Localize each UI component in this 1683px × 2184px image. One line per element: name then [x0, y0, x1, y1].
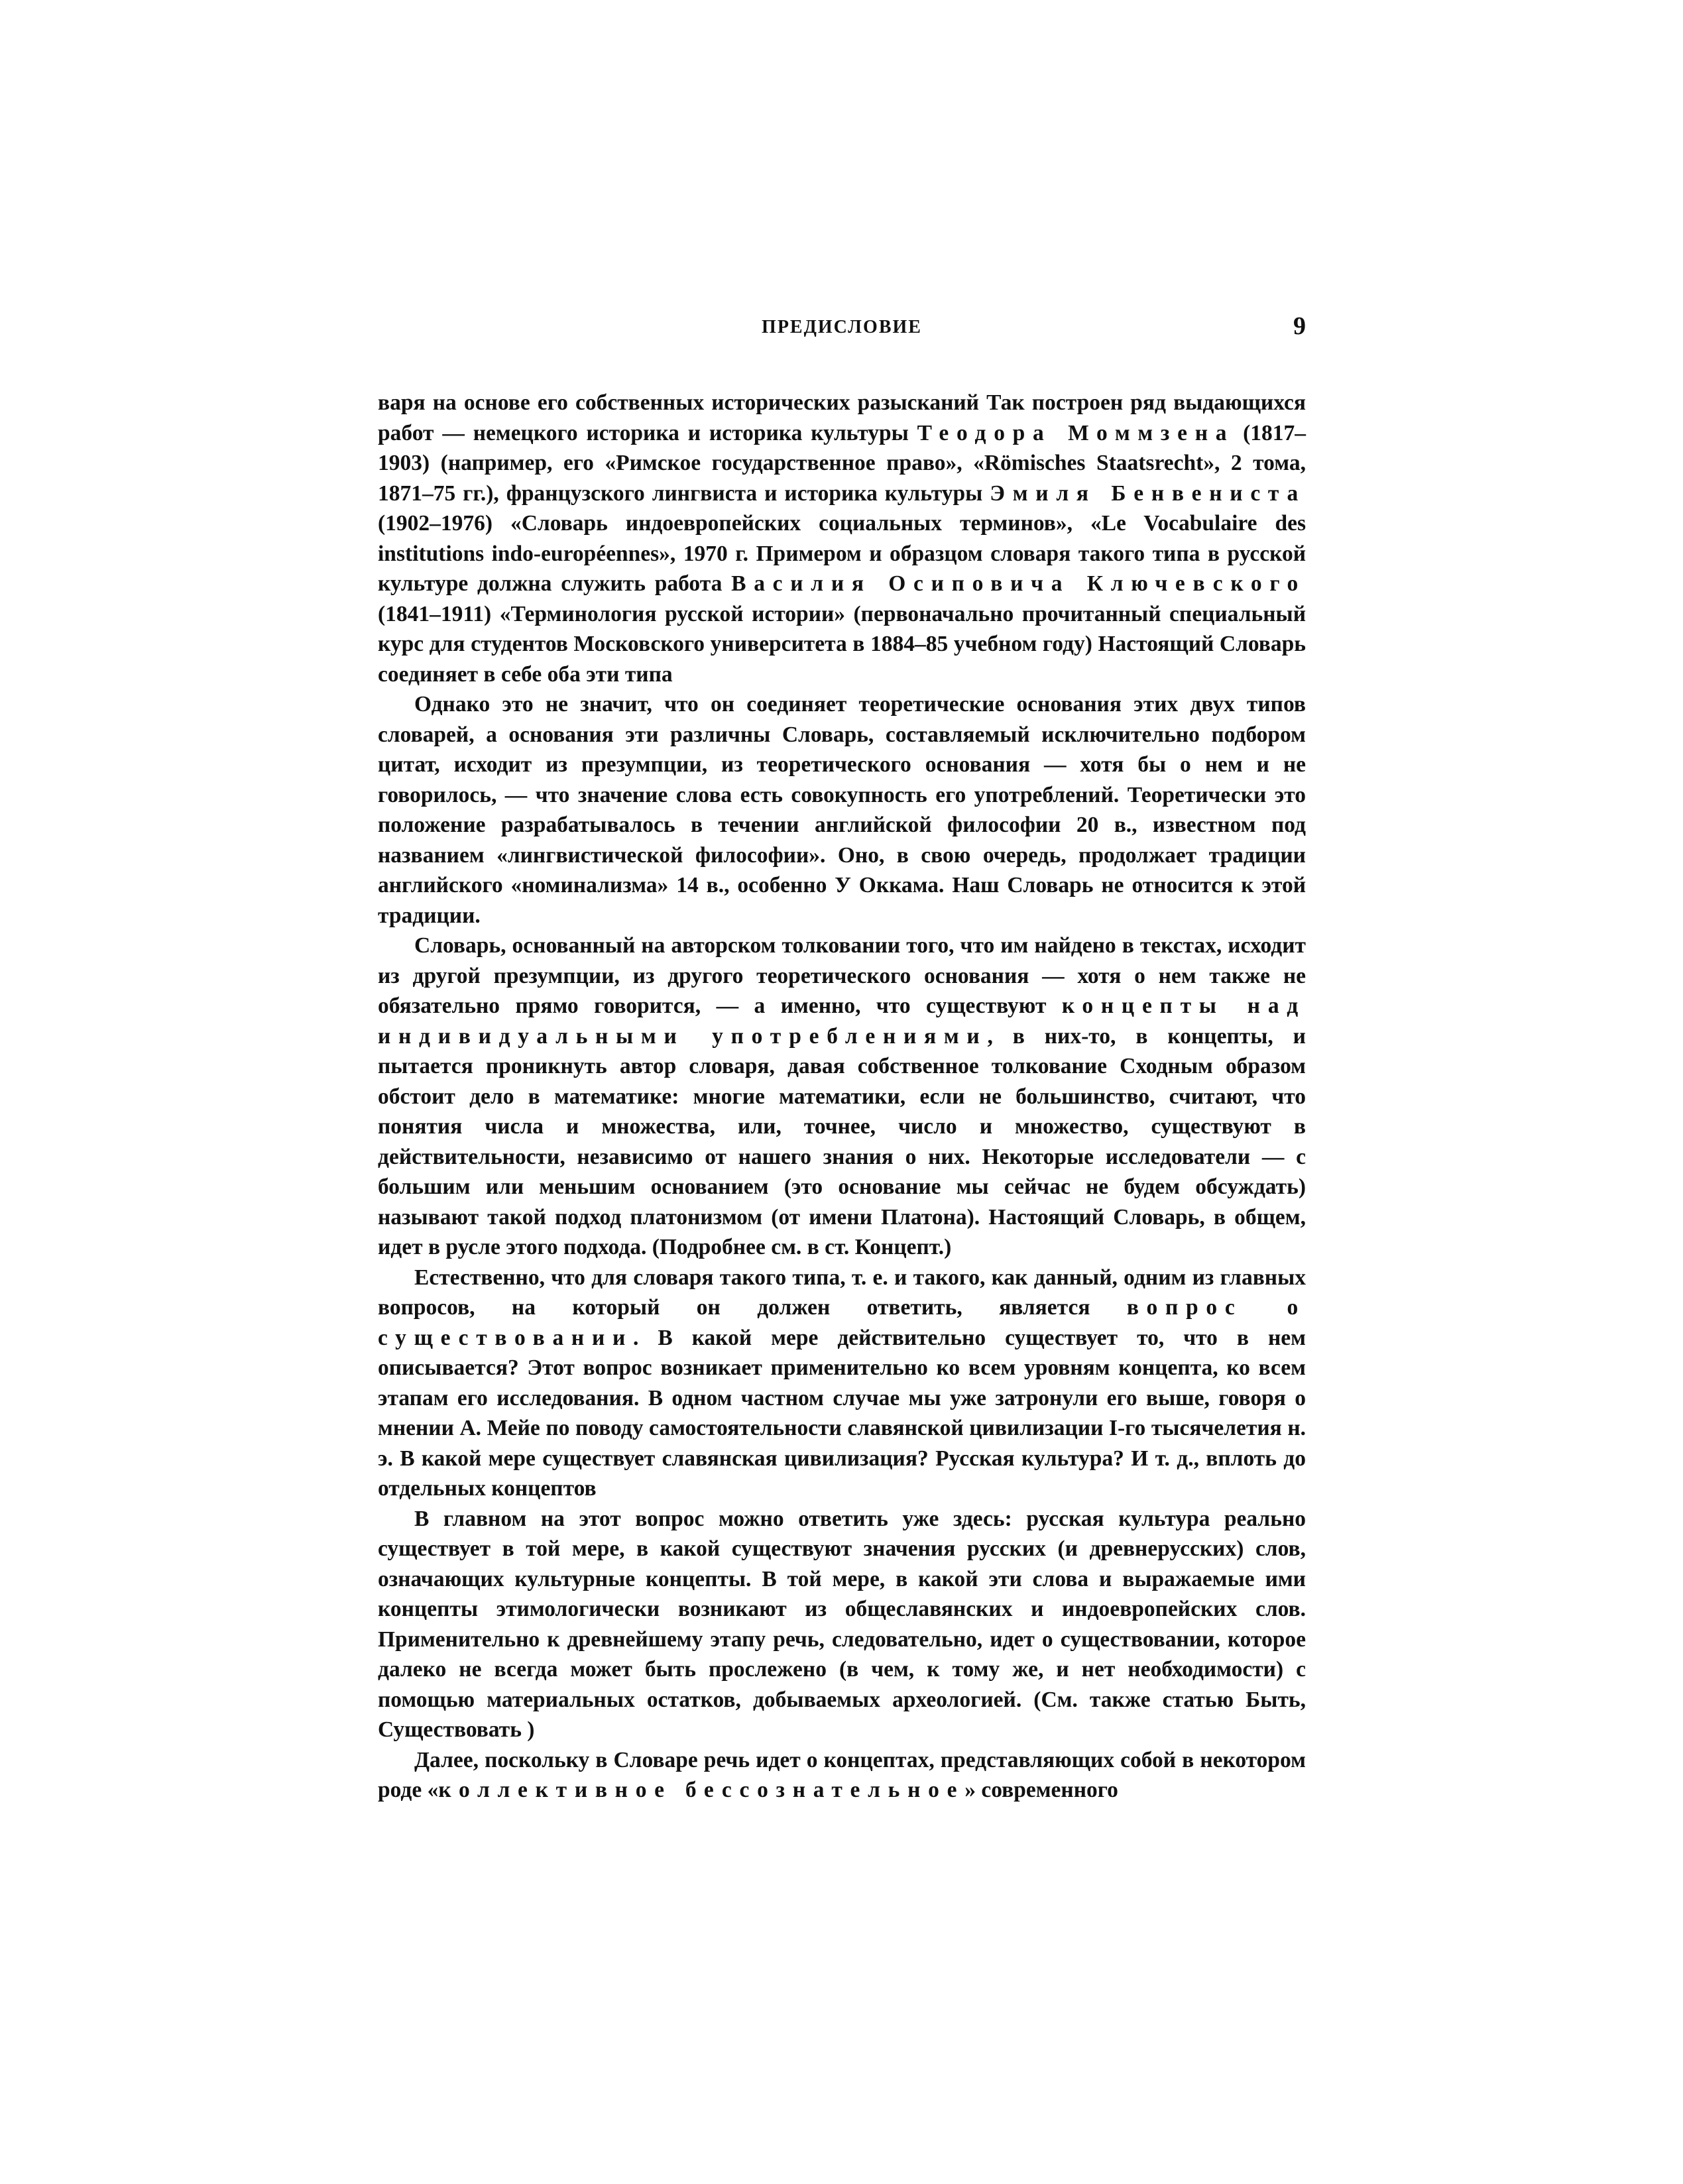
paragraph-1-text-3: (1902–1976) «Словарь индоевропейских социальных терминов», «Le Vocabulaire des institutions indo-européennes», 1970 г. Примером и образцом словаря такого типа в русской культуре должна служить работа — [378, 511, 1306, 596]
paragraph-4-text-1: Естественно, что для словаря такого типа, т. е. и такого, как данный, одним из главных вопросов, на который он должен ответить, является — [378, 1265, 1306, 1320]
paragraph-1 — [378, 388, 1306, 689]
paragraph-3-spaced-phrase: концепты над индивидуальными употреблениями — [378, 994, 1306, 1049]
paragraph-5: В главном на этот вопрос можно ответить уже здесь: русская культура реально существует в той мере, в какой существуют значения русских (и древнерусских) слов, означающих культурные концепты. В той мере, в какой эти слова и выражаемые ими концепты этимологически возникают из общеславянских и индоевропейских слов. Применительно к древнейшему этапу речь, следовательно, идет о существовании, которое далеко не всегда может быть прослежено (в чем, к тому же, и нет необходимости) с помощью материальных остатков, добываемых археологией. (См. также статью Быть, Существовать ) — [378, 1506, 1306, 1742]
paragraph-3-text-2: , в них-то, в концепты, и пытается проникнуть автор словаря, давая собственное толкование Сходным образом обстоит дело в математике: многие математики, если не большинство, считают, что понятия числа и множества, или, точнее, число и множество, существуют в действительности, независимо от нашего знания о них. Некоторые исследователи — с большим или меньшим основанием (это основание мы сейчас не будем обсуждать) называют такой подход платонизмом (от имени Платона). Настоящий Словарь, в общем, идет в русле этого подхода. (Подробнее см. в ст. Концепт.) — [378, 1023, 1306, 1259]
paragraph-3 — [378, 931, 1306, 1263]
paragraph-4 — [378, 1263, 1306, 1504]
running-head — [378, 312, 1306, 345]
paragraph-6-text-1: Далее, поскольку в Словаре речь идет о концептах, представляющих собой в некотором роде « — [378, 1747, 1306, 1802]
paragraph-2: Однако это не значит, что он соединяет теоретические основания этих двух типов словарей, а основания эти различны Словарь, составляемый исключительно подбором цитат, исходит из презумпции, из теоретического основания — хотя бы о нем и не говорилось, — что значение слова есть совокупность его употреблений. Теоретически это положение разрабатывалось в течении английской философии 20 в., известном под названием «лингвистической философии». Оно, в свою очередь, продолжает традиции английского «номинализма» 14 в., особенно У Оккама. Наш Словарь не относится к этой традиции. — [378, 692, 1306, 928]
page-number: 9 — [1293, 312, 1306, 340]
paragraph-1-spaced-name-2: Эмиля Бенвениста — [990, 481, 1306, 506]
paragraph-3-text-1: Словарь, основанный на авторском толковании того, что им найдено в текстах, исходит из другой презумпции, из другого теоретического основания — хотя о нем также не обязательно прямо говорится, — а именно, что существуют — [378, 933, 1306, 1018]
paragraph-6 — [378, 1745, 1306, 1806]
paragraph-6-text-2: » современного — [964, 1778, 1118, 1802]
paragraph-6-spaced-phrase: коллективное бессознательное — [438, 1778, 965, 1802]
paragraph-4-text-2: . В какой мере действительно существует то, что в нем описывается? Этот вопрос возникает применительно ко всем уровням концепта, ко всем этапам его исследования. В одном частном случае мы уже затронули его выше, говоря о мнении А. Мейе по поводу самостоятельности славянской цивилизации I-го тысячелетия н. э. В какой мере существует славянская цивилизация? Русская культура? И т. д., вплоть до отдельных концептов — [378, 1325, 1306, 1501]
paragraph-1-text-4: (1841–1911) «Терминология русской истории» (первоначально прочитанный специальный курс для студентов Московского университета в 1884–85 учебном году) Настоящий Словарь соединяет в себе оба эти типа — [378, 601, 1306, 687]
paragraph-1-text-1: варя на основе его собственных исторических разысканий Так построен ряд выдающихся работ — немецкого историка и историка культуры — [378, 390, 1306, 445]
paragraph-1-text-2: (1817–1903) (например, его «Римское государственное право», «Römisches Staatsrecht», 2 тома, 1871–75 гг.), французского лингвиста и историка культуры — [378, 420, 1306, 506]
running-title: ПРЕДИСЛОВИЕ — [762, 317, 922, 337]
paragraph-1-spaced-name-1: Теодора Моммзена — [917, 420, 1235, 445]
body-text — [378, 388, 1306, 1806]
paragraph-4-spaced-phrase: вопрос о существовании — [378, 1295, 1306, 1350]
paragraph-1-spaced-name-3: Василия Осиповича Ключевского — [731, 571, 1306, 596]
